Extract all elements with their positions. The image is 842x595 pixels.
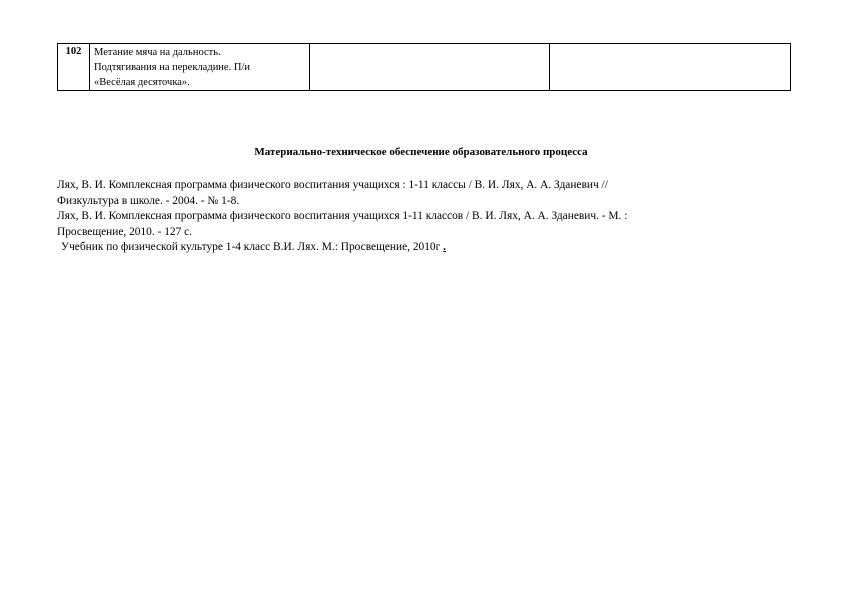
reference-line: Просвещение, 2010. - 127 с. [57, 225, 193, 238]
lesson-plan-table [57, 43, 791, 91]
topic-line: Метание мяча на дальность. [94, 47, 221, 58]
references-block [57, 178, 787, 256]
topic-line: Подтягивания на перекладине. П/и [94, 62, 250, 73]
reference-line: Физкультура в школе. - 2004. - № 1-8. [57, 194, 240, 207]
topic-line: «Весёлая десяточка». [94, 77, 190, 88]
empty-cell [310, 44, 550, 91]
empty-cell [550, 44, 791, 91]
table-row [58, 44, 791, 91]
reference-text: Учебник по физической культуре 1-4 класс В.И. Лях. М.: Просвещение, 2010г [61, 241, 441, 253]
reference-line [57, 240, 787, 256]
reference-line: Лях, В. И. Комплексная программа физического воспитания учащихся : 1-11 классы / В. И. Лях, А. А. Зданевич // [57, 179, 608, 191]
lesson-number-cell: 102 [58, 44, 90, 91]
section-title: Материально-техническое обеспечение образовательного процесса [254, 146, 588, 158]
reference-line: Лях, В. И. Комплексная программа физического воспитания учащихся 1-11 классов / В. И. Лях, А. А. Зданевич. - М. : [57, 210, 628, 222]
lesson-topic-cell [90, 44, 310, 91]
trailing-mark: . [443, 241, 447, 253]
